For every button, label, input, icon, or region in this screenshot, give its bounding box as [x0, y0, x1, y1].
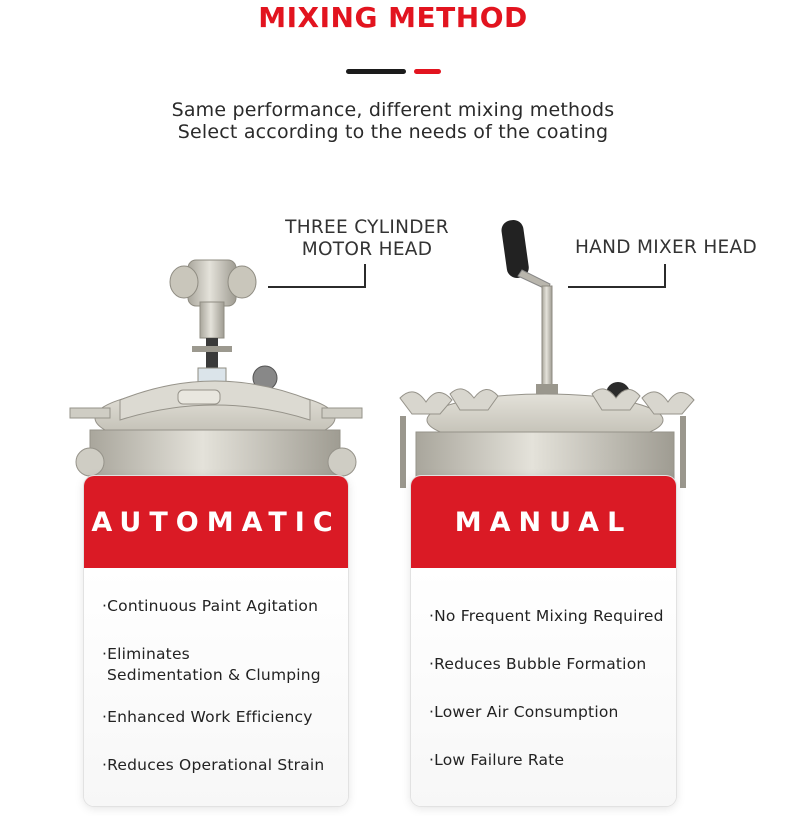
subtitle [0, 99, 786, 143]
automatic-card-title: AUTOMATIC [91, 506, 341, 538]
hand-mixer-callout: HAND MIXER HEAD [574, 237, 758, 258]
subtitle-line-2: Select according to the needs of the coating [177, 121, 609, 143]
subtitle-line-1: Same performance, different mixing methods [171, 99, 615, 121]
manual-mixer-image [380, 188, 700, 488]
title-divider-red [414, 69, 441, 74]
manual-card-header [411, 476, 676, 568]
manual-feature-2: ·Reduces Bubble Formation [429, 655, 647, 673]
automatic-card-header [84, 476, 348, 568]
automatic-feature-4: ·Reduces Operational Strain [102, 756, 325, 774]
manual-card-title: MANUAL [454, 506, 633, 538]
page-title: MIXING METHOD [258, 1, 528, 34]
automatic-mixer-image [60, 250, 370, 490]
title-divider-dark [346, 69, 406, 74]
automatic-feature-1: ·Continuous Paint Agitation [102, 597, 319, 615]
motor-callout-line-2: MOTOR HEAD [301, 239, 433, 260]
manual-card-body [411, 568, 676, 806]
automatic-card-body [84, 568, 348, 806]
manual-feature-3: ·Lower Air Consumption [429, 703, 619, 721]
automatic-feature-3: ·Enhanced Work Efficiency [102, 708, 313, 726]
manual-card [411, 476, 676, 806]
automatic-feature-2: ·Eliminates [102, 645, 190, 663]
manual-feature-4: ·Low Failure Rate [429, 751, 565, 769]
automatic-feature-2-cont: Sedimentation & Clumping [107, 666, 321, 684]
automatic-card [84, 476, 348, 806]
motor-callout-line-1: THREE CYLINDER [285, 217, 449, 238]
manual-feature-1: ·No Frequent Mixing Required [429, 607, 664, 625]
